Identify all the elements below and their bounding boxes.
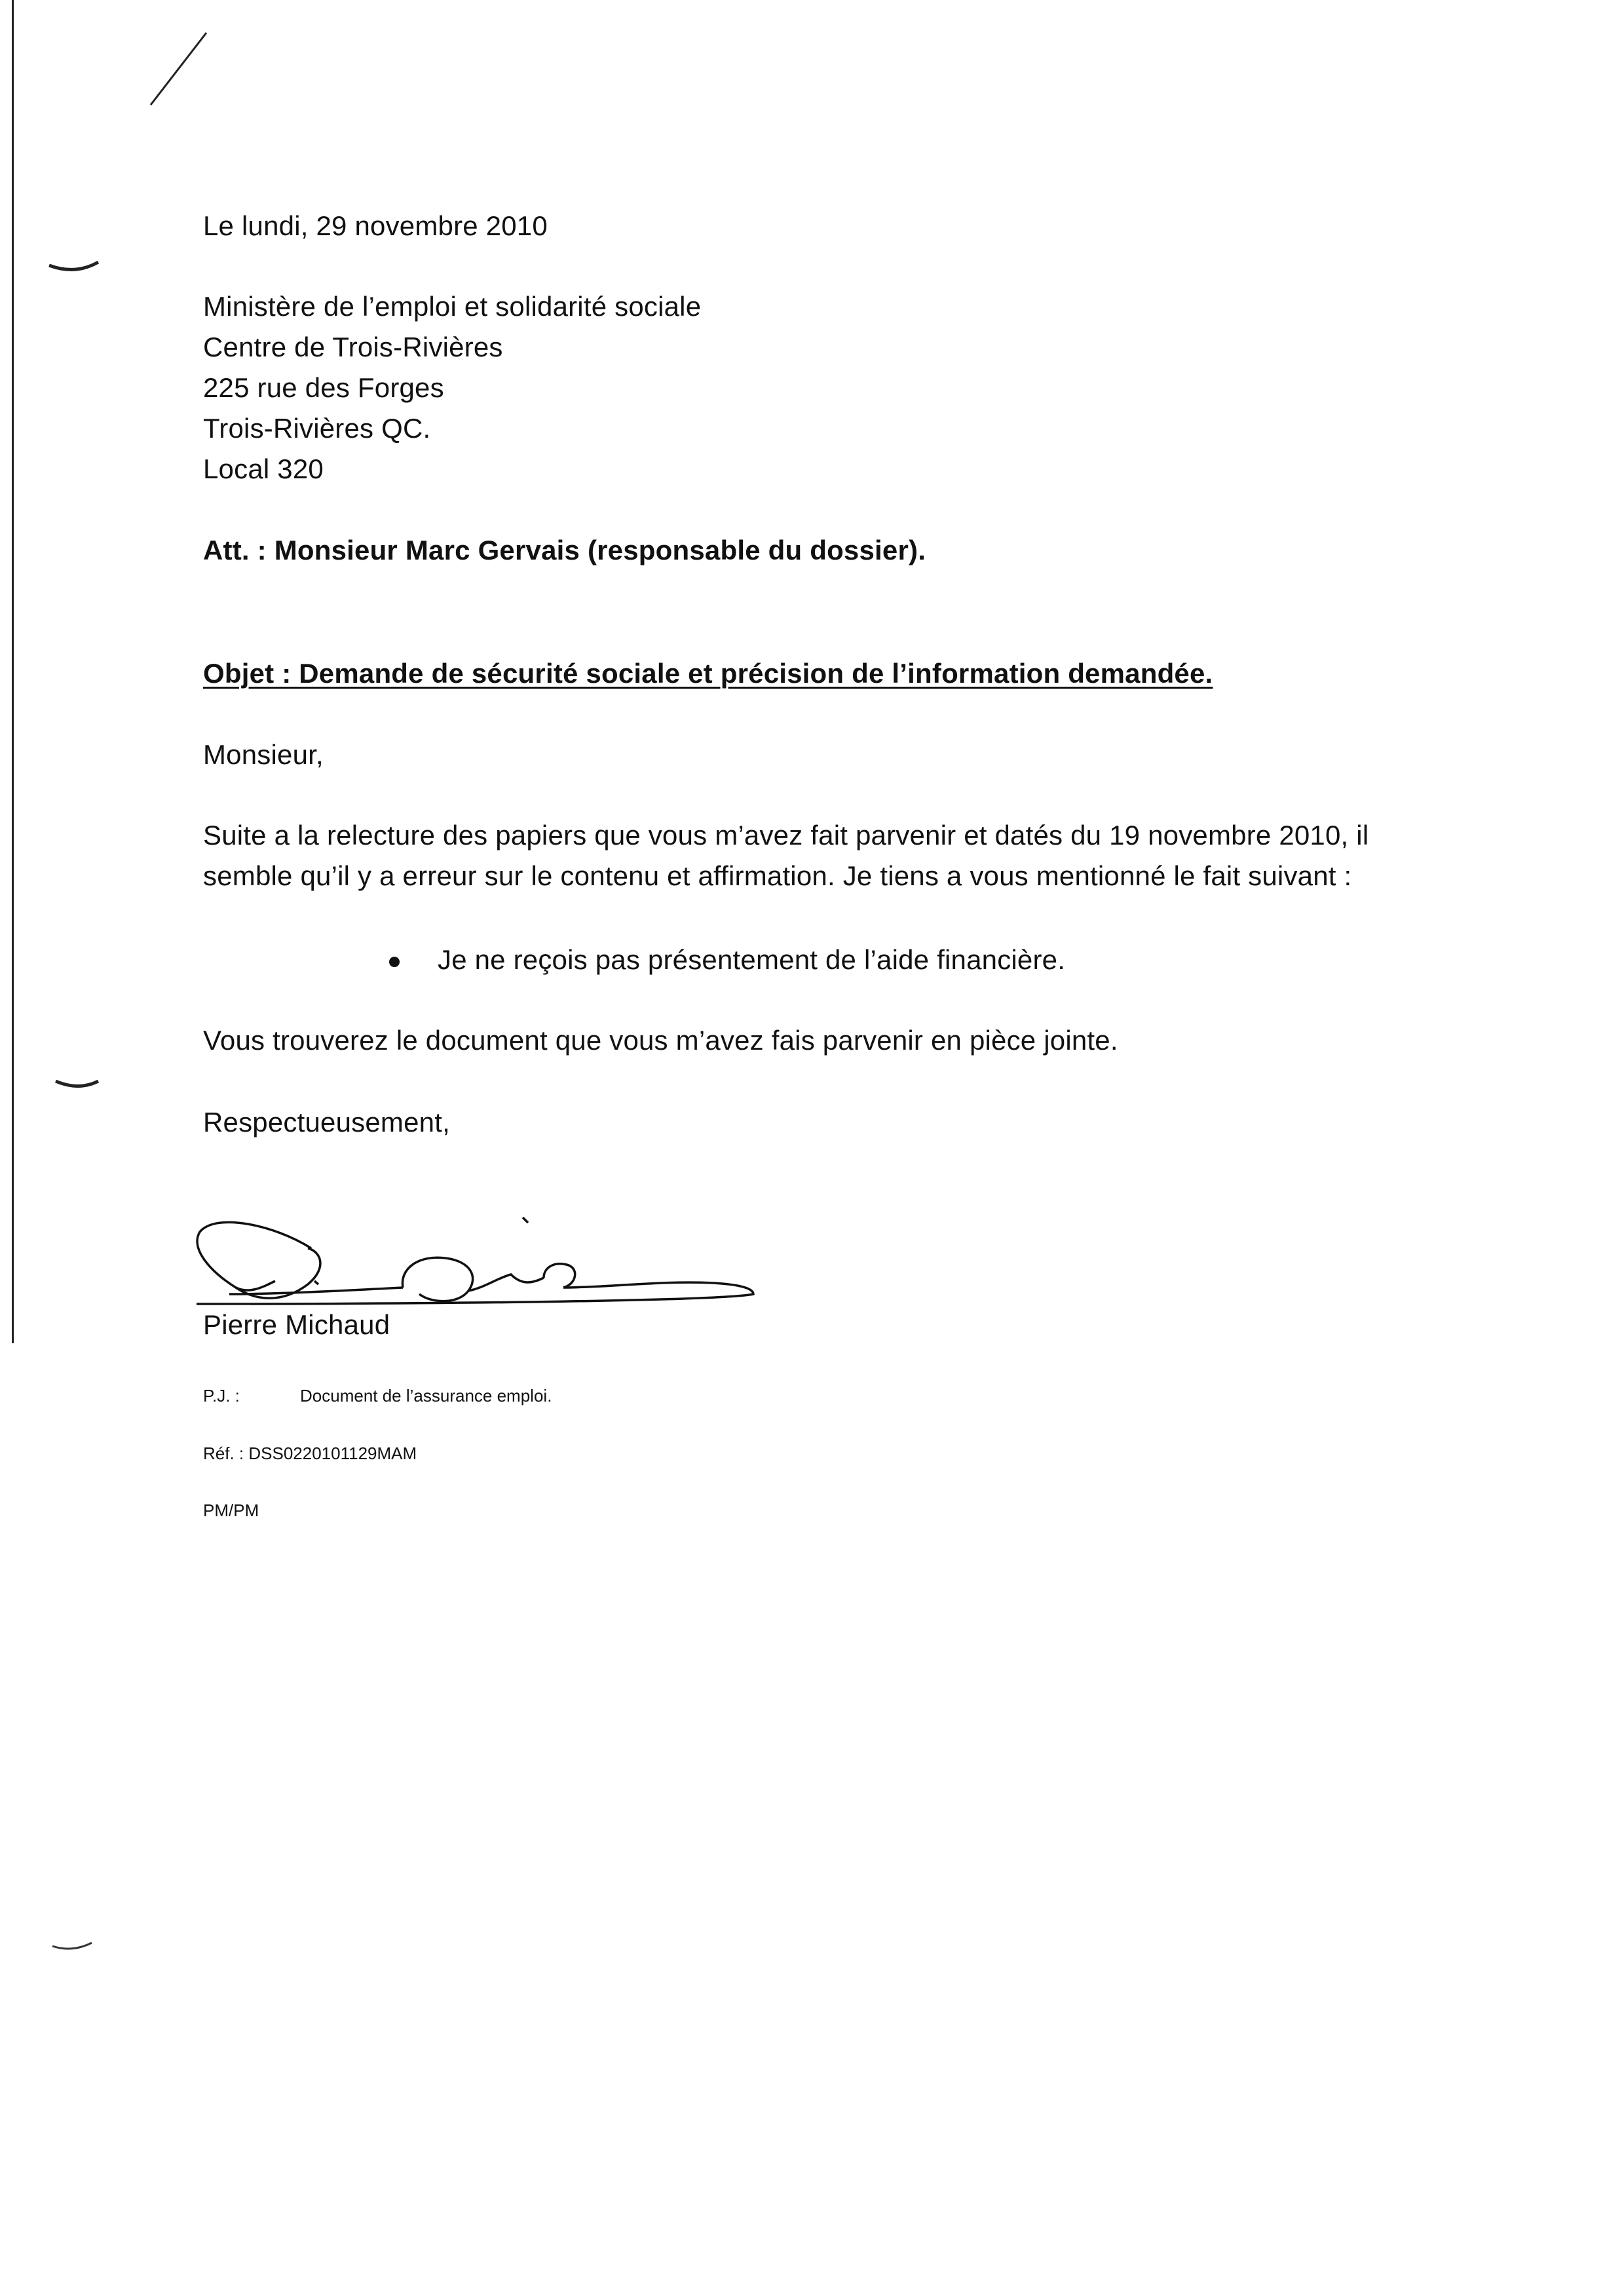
subject-line: Objet : Demande de sécurité sociale et précision de l’information demandée. bbox=[203, 658, 1213, 689]
body-line-2: semble qu’il y a erreur sur le contenu et affirmation. Je tiens a vous mentionné le fait suivant : bbox=[203, 860, 1352, 891]
salutation: Monsieur, bbox=[203, 739, 324, 770]
margin-mark bbox=[52, 1943, 92, 1949]
signature-scribble bbox=[197, 1217, 753, 1304]
bullet-dot bbox=[389, 957, 400, 967]
scan-left-edge bbox=[12, 0, 14, 1343]
signature-name: Pierre Michaud bbox=[203, 1309, 390, 1340]
initials: PM/PM bbox=[203, 1501, 259, 1520]
margin-mark bbox=[56, 1081, 98, 1086]
attention-line: Att. : Monsieur Marc Gervais (responsable du dossier). bbox=[203, 535, 926, 565]
margin-mark bbox=[49, 262, 98, 269]
bullet-item: Je ne reçois pas présentement de l’aide financière. bbox=[438, 944, 1066, 975]
body-line-1: Suite a la relecture des papiers que vous m’avez fait parvenir et datés du 19 novembre 2010, il bbox=[203, 820, 1369, 851]
closing: Respectueusement, bbox=[203, 1107, 450, 1138]
recipient-line-2: Centre de Trois-Rivières bbox=[203, 332, 503, 362]
pj-label: P.J. : bbox=[203, 1386, 240, 1406]
reference: Réf. : DSS0220101129MAM bbox=[203, 1444, 417, 1463]
recipient-line-3: 225 rue des Forges bbox=[203, 372, 444, 403]
recipient-line-4: Trois-Rivières QC. bbox=[203, 413, 431, 444]
pj-value: Document de l’assurance emploi. bbox=[300, 1386, 552, 1406]
enclosure-sentence: Vous trouverez le document que vous m’avez fais parvenir en pièce jointe. bbox=[203, 1025, 1118, 1056]
pen-stroke-mark bbox=[151, 33, 206, 105]
recipient-line-5: Local 320 bbox=[203, 453, 324, 484]
recipient-line-1: Ministère de l’emploi et solidarité sociale bbox=[203, 291, 702, 322]
letter-date: Le lundi, 29 novembre 2010 bbox=[203, 210, 548, 241]
